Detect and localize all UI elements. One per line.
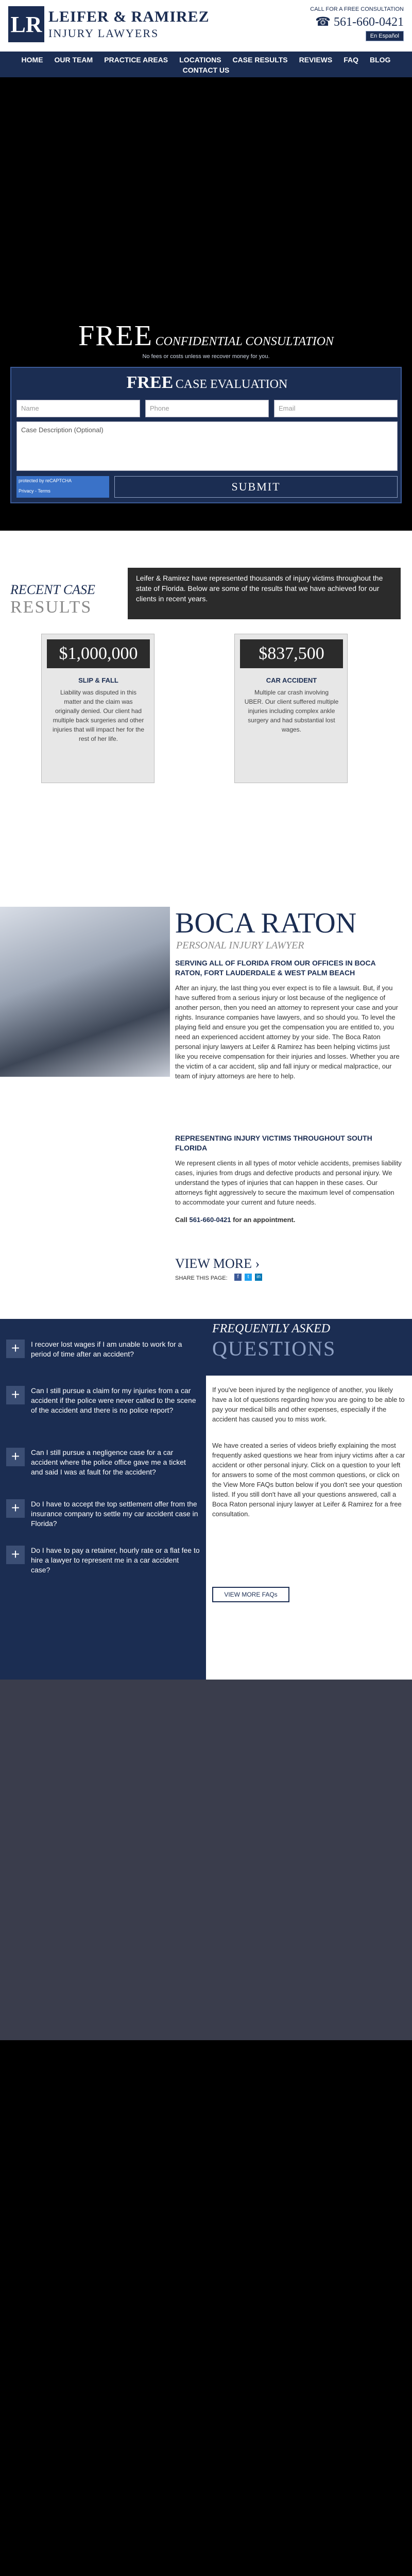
main-nav [0, 52, 412, 77]
faq-question[interactable]: Do I have to pay a retainer, hourly rate or a flat fee to hire a lawyer to represent me in a car accident case? [31, 1546, 200, 1574]
view-more-faqs-button[interactable]: VIEW MORE FAQs [212, 1587, 289, 1602]
view-more-link[interactable] [175, 1256, 260, 1272]
nav-practice-areas[interactable]: PRACTICE AREAS [104, 56, 168, 64]
plus-icon[interactable]: + [6, 1546, 25, 1564]
nav-blog[interactable]: BLOG [370, 56, 391, 64]
hero-section [0, 77, 412, 531]
plus-icon[interactable]: + [6, 1499, 25, 1518]
plus-icon[interactable]: + [6, 1448, 25, 1466]
nav-reviews[interactable]: REVIEWS [299, 56, 333, 64]
cta-prefix: Call [175, 1216, 187, 1224]
result-card [234, 634, 348, 783]
faq-info-panel [206, 1319, 412, 1680]
result-card [41, 634, 154, 783]
recaptcha-text: protected by reCAPTCHA [19, 478, 72, 483]
faq-item[interactable] [6, 1386, 200, 1415]
result-amount: $837,500 [240, 639, 343, 668]
dark-banner-section [0, 1680, 412, 2040]
recaptcha-badge[interactable] [16, 476, 109, 498]
nav-row-1 [0, 56, 412, 64]
result-title: SLIP & FALL [78, 676, 118, 684]
nav-locations[interactable]: LOCATIONS [179, 56, 221, 64]
faq-heading [206, 1319, 412, 1376]
nav-faq[interactable]: FAQ [344, 56, 358, 64]
logo-mark[interactable]: LR [8, 6, 44, 42]
email-input[interactable]: Email [274, 400, 398, 417]
linkedin-icon[interactable]: in [255, 1274, 262, 1281]
results-intro: Leifer & Ramirez have represented thousands of injury victims throughout the state of Florida. Below are some of the results that we have achieved for our clients in recent years. [128, 568, 401, 619]
name-input[interactable]: Name [16, 400, 140, 417]
nav-case-results[interactable]: CASE RESULTS [232, 56, 288, 64]
submit-button[interactable]: SUBMIT [114, 476, 398, 498]
result-description: Liability was disputed in this matter and the claim was originally denied. Our client had multiple back surgeries and other injuries that will impact her for the rest of her life. [52, 689, 145, 742]
nav-our-team[interactable]: OUR TEAM [54, 56, 93, 64]
result-title: CAR ACCIDENT [266, 676, 317, 684]
faq-item[interactable] [6, 1499, 200, 1529]
hero-heading [0, 319, 412, 352]
faq-section [0, 1319, 412, 1680]
nav-contact-us[interactable]: CONTACT US [182, 66, 230, 74]
form-title-bold: FREE [126, 373, 174, 392]
boca-heading-1: SERVING ALL OF FLORIDA FROM OUR OFFICES IN BOCA RATON, FORT LAUDERDALE & WEST PALM BEACH [175, 959, 376, 977]
faq-question[interactable]: Do I have to accept the top settlement offer from the insurance company to settle my car accident case in Florida? [31, 1500, 198, 1528]
site-header [0, 0, 412, 52]
view-more-label[interactable]: VIEW MORE [175, 1256, 252, 1271]
lawyers-photo [0, 907, 170, 1077]
hero-free: FREE [78, 320, 153, 352]
logo-name[interactable]: LEIFER & RAMIREZ [48, 8, 210, 25]
case-results-section [0, 531, 412, 907]
hero-subtitle: No fees or costs unless we recover money for you. [142, 353, 270, 360]
faq-question[interactable]: I recover lost wages if I am unable to work for a period of time after an accident? [31, 1340, 182, 1358]
faq-question[interactable]: Can I still pursue a negligence case for a car accident where the police office gave me a ticket and said I was at fault for the accident? [31, 1448, 186, 1476]
faq-paragraph-1: If you've been injured by the negligence of another, you likely have a lot of questions regarding how you are going to be able to pay your medical bills and other expenses, especially if the accident has caused you to miss work. [212, 1386, 405, 1423]
form-title-rest: CASE EVALUATION [175, 378, 288, 391]
header-phone-link[interactable] [290, 14, 404, 29]
call-label: CALL FOR A FREE CONSULTATION [310, 6, 404, 12]
faq-paragraph-2: We have created a series of videos briefly explaining the most frequently asked questions we hear from injury victims after a car accident or other personal injury. Click on a question to your left for answers to some of the most common questions, or click on the View More FAQs button below if you don't see your question listed. If you still don't have all your questions answered, call a Boca Raton personal injury lawyer at Leifer & Ramirez for a free consultation. [212, 1442, 405, 1518]
result-amount: $1,000,000 [47, 639, 150, 668]
facebook-icon[interactable]: f [234, 1274, 242, 1281]
share-label: SHARE THIS PAGE: [175, 1275, 228, 1281]
faq-item[interactable] [6, 1340, 200, 1359]
twitter-icon[interactable]: t [245, 1274, 252, 1281]
black-video-section [0, 2040, 412, 2576]
espanol-button[interactable]: En Español [366, 31, 404, 41]
boca-heading-2: REPRESENTING INJURY VICTIMS THROUGHOUT SOUTH FLORIDA [175, 1134, 372, 1152]
plus-icon[interactable]: + [6, 1340, 25, 1358]
plus-icon[interactable]: + [6, 1386, 25, 1404]
faq-heading-line1: FREQUENTLY ASKED [212, 1322, 331, 1335]
results-heading-line2: RESULTS [10, 598, 92, 617]
cta-suffix: for an appointment. [233, 1216, 296, 1224]
hero-free-rest: CONFIDENTIAL CONSULTATION [155, 335, 334, 348]
cta-phone-link[interactable]: 561-660-0421 [189, 1216, 231, 1224]
case-description-textarea[interactable]: Case Description (Optional) [16, 421, 398, 471]
case-evaluation-form [10, 367, 402, 503]
result-description: Multiple car crash involving UBER. Our client suffered multiple injuries including complex ankle surgery and had substantial lost wages. [244, 689, 339, 733]
faq-heading-line2: QUESTIONS [212, 1337, 336, 1360]
results-heading [10, 582, 95, 617]
boca-paragraph-2: We represent clients in all types of motor vehicle accidents, premises liability cases, injuries from drugs and defective products and personal injury. We understand the types of injuries that can happen in these cases. Our attorneys fight aggressively to secure the maximum level of compensation to accommodate your current and future needs. [175, 1159, 402, 1206]
nav-row-2 [0, 66, 412, 74]
faq-item[interactable] [6, 1546, 200, 1575]
form-title [11, 373, 403, 393]
recaptcha-links[interactable]: Privacy - Terms [19, 488, 50, 494]
boca-title: BOCA RATON [175, 907, 357, 939]
faq-question[interactable]: Can I still pursue a claim for my injuries from a car accident if the police were never called to the scene of the accident and there is no police report? [31, 1386, 196, 1414]
phone-icon: ☎ [315, 15, 334, 29]
boca-cta [175, 1215, 402, 1225]
boca-raton-section [0, 907, 412, 1281]
phone-input[interactable]: Phone [145, 400, 269, 417]
results-heading-line1: RECENT CASE [10, 582, 95, 597]
faq-item[interactable] [6, 1448, 200, 1477]
nav-home[interactable]: HOME [21, 56, 43, 64]
boca-subtitle: PERSONAL INJURY LAWYER [176, 940, 304, 951]
logo-subtitle: INJURY LAWYERS [48, 27, 159, 40]
chevron-right-icon: › [255, 1256, 260, 1271]
boca-paragraph-1: After an injury, the last thing you ever expect is to file a lawsuit. But, if you have suffered from a serious injury or lost because of the negligence of another person, then you need an attorney to represent your case and your rights. Insurance companies have lawyers, and so should you. To level the playing field and ensure you get the compensation you are entitled to, you need an experienced accident attorney by your side. The Boca Raton personal injury lawyers at Leifer & Ramirez has been helping victims just like you receive compensation for their injuries and losses. Whether you are the victim of a car accident, slip and fall injury or medical malpractice, our team of injury attorneys are here to help. [175, 984, 400, 1080]
header-phone[interactable]: 561-660-0421 [334, 15, 404, 29]
